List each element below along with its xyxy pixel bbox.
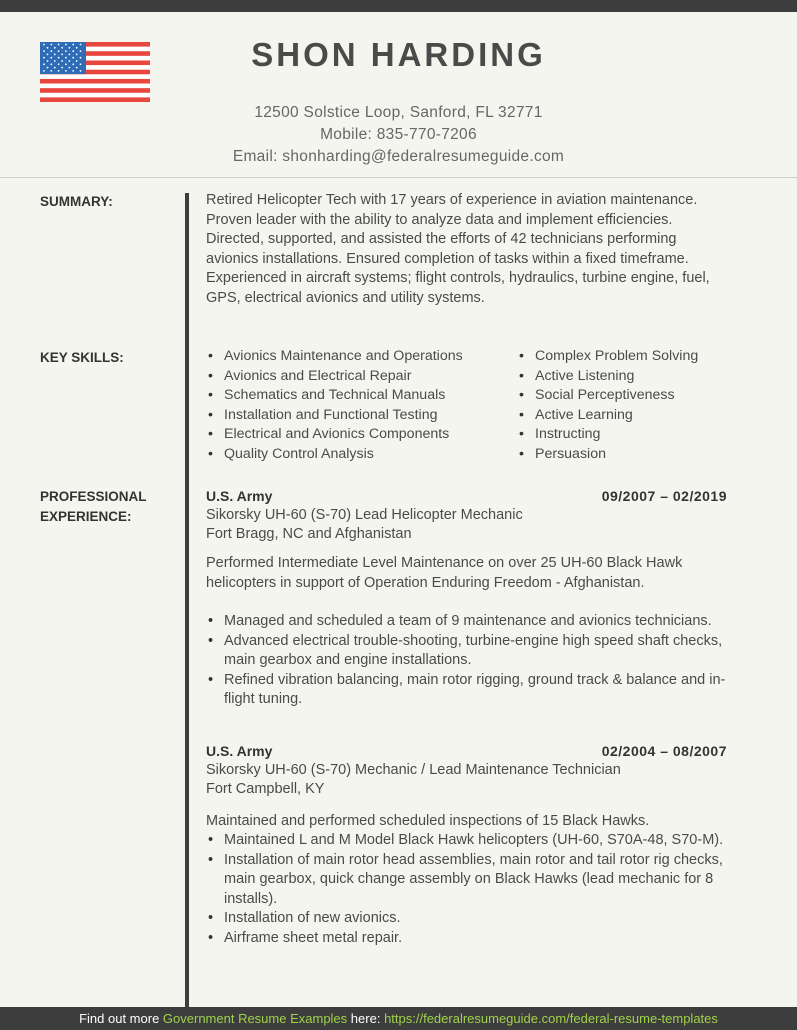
skills-list-right: [517, 347, 747, 464]
footer-prefix: Find out more: [79, 1011, 160, 1026]
skill-item: • Installation and Functional Testing: [206, 406, 506, 426]
job-title: Sikorsky UH-60 (S-70) Mechanic / Lead Maintenance Technician: [206, 762, 621, 778]
skill-item: • Schematics and Technical Manuals: [206, 386, 506, 406]
job-bullets: [206, 612, 726, 710]
job-organization: U.S. Army: [206, 743, 273, 759]
footer-url-link[interactable]: https://federalresumeguide.com/federal-resume-templates: [384, 1011, 718, 1026]
summary-text: Retired Helicopter Tech with 17 years of experience in aviation maintenance. Proven leader with the ability to analyze data and implement efficiencies. Directed, supported, and assisted the efforts of 42 technicians performing avionics installations. Ensured completion of tasks within a fixed timeframe. Experienced in aircraft systems; flight controls, hydraulics, turbine engine, fuel, GPS, electrical avionics and utility systems.: [206, 192, 710, 306]
skill-item: • Active Learning: [517, 406, 747, 426]
skill-item: • Active Listening: [517, 367, 747, 387]
job-bullet: • Advanced electrical trouble-shooting, turbine-engine high speed shaft checks, main gearbox and engine installations.: [206, 632, 726, 671]
job-location: Fort Campbell, KY: [206, 781, 325, 797]
summary-label: SUMMARY:: [40, 194, 113, 209]
footer-middle: here:: [350, 1011, 381, 1026]
address: 12500 Solstice Loop, Sanford, FL 32771: [254, 104, 543, 121]
experience-label-line2: EXPERIENCE:: [40, 509, 132, 524]
job-bullet: • Maintained L and M Model Black Hawk helicopters (UH-60, S70A-48, S70-M).: [206, 831, 726, 851]
job-location: Fort Bragg, NC and Afghanistan: [206, 526, 412, 542]
top-bar: [0, 0, 797, 12]
experience-label-line1: PROFESSIONAL: [40, 489, 147, 504]
skill-item: • Avionics Maintenance and Operations: [206, 347, 506, 367]
job-bullet: • Refined vibration balancing, main rotor rigging, ground track & balance and in-flight tuning.: [206, 671, 726, 710]
key-skills-label: KEY SKILLS:: [40, 350, 124, 365]
job-dates: 02/2004 – 08/2007: [601, 743, 727, 759]
experience-label: [40, 487, 180, 527]
job-bullet: • Managed and scheduled a team of 9 maintenance and avionics technicians.: [206, 612, 726, 632]
job-title: Sikorsky UH-60 (S-70) Lead Helicopter Mechanic: [206, 507, 523, 523]
skill-item: • Persuasion: [517, 445, 747, 465]
skill-item: • Social Perceptiveness: [517, 386, 747, 406]
footer-resume-examples-link[interactable]: Government Resume Examples: [162, 1011, 348, 1026]
job-bullet: • Installation of new avionics.: [206, 909, 726, 929]
job-summary: Maintained and performed scheduled inspections of 15 Black Hawks.: [206, 813, 650, 829]
mobile-phone: Mobile: 835-770-7206: [320, 126, 477, 143]
skill-item: • Complex Problem Solving: [517, 347, 747, 367]
job-summary: Performed Intermediate Level Maintenance on over 25 UH-60 Black Hawk helicopters in support of Operation Enduring Freedom - Afghanistan.: [206, 555, 683, 591]
candidate-name: SHON HARDING: [251, 36, 546, 73]
header-divider: [0, 177, 797, 178]
skill-item: • Electrical and Avionics Components: [206, 425, 506, 445]
skills-list-left: [206, 347, 506, 464]
footer-bar: [0, 1007, 797, 1030]
job-bullet: • Installation of main rotor head assemblies, main rotor and tail rotor rig checks, main gearbox, quick change assembly on Black Hawks (lead mechanic for 8 installs).: [206, 851, 726, 910]
job-bullets: [206, 831, 726, 948]
skill-item: • Quality Control Analysis: [206, 445, 506, 465]
job-organization: U.S. Army: [206, 488, 273, 504]
job-dates: 09/2007 – 02/2019: [601, 488, 727, 504]
job-bullet: • Airframe sheet metal repair.: [206, 929, 726, 949]
skill-item: • Avionics and Electrical Repair: [206, 367, 506, 387]
email-address: Email: shonharding@federalresumeguide.com: [232, 148, 565, 165]
skill-item: • Instructing: [517, 425, 747, 445]
section-divider-line: [185, 193, 189, 1010]
